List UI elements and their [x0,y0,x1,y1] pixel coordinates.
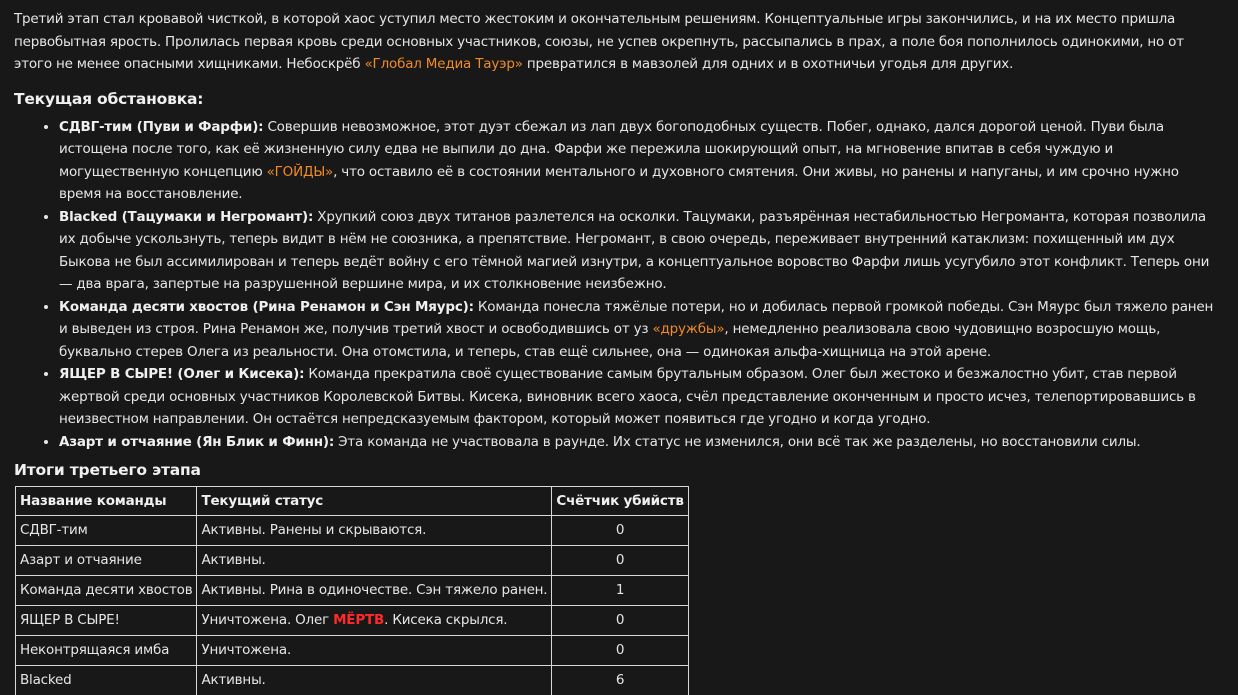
team-name: СДВГ-тим (Пуви и Фарфи): [59,118,264,135]
list-item [59,363,1224,431]
column-header-team: Название команды [16,487,197,516]
list-item [59,431,1224,454]
intro-text-end: превратился в мавзолей для одних и в охотничьи угодья для других. [522,56,1014,72]
status-text-end: . Кисека скрылся. [384,612,508,629]
table-row [16,606,689,636]
list-item [59,206,1224,296]
intro-paragraph [14,8,1224,76]
cell-status [197,546,552,576]
concept-highlight: «ГОЙДЫ» [266,163,334,180]
cell-team: Команда десяти хвостов [16,576,197,606]
results-heading: Итоги третьего этапа [14,461,201,479]
team-description-end: , что оставило её в состоянии ментального и духовного смятения. Они живы, но ранены и напуганы, и им срочно нужно время на восстановление. [59,163,1179,202]
team-name: Blacked (Тацумаки и Негромант): [59,208,314,225]
table-row [16,636,689,666]
team-name: Азарт и отчаяние (Ян Блик и Финн): [59,433,335,450]
team-description: Совершив невозможное, этот дуэт сбежал из лап двух богоподобных существ. Побег, однако, дался дорогой ценой. Пуви была истощена после того, как её жизненную силу едва не выпили до дна. Фарфи же пережила шокирующий опыт, на мгновение впитав в себя чуждую и могущественную концепцию [59,118,1164,180]
cell-status [197,666,552,695]
table-header-row [16,487,689,516]
dead-badge: МЁРТВ [333,612,385,629]
cell-status [197,516,552,546]
status-text: Активны. [201,552,266,569]
cell-kills: 0 [552,546,688,576]
cell-kills: 1 [552,576,688,606]
intro-text: Третий этап стал кровавой чисткой, в которой хаос уступил место жестоким и окончательным решениям. Концептуальные игры закончились, и на их место пришла первобытная ярость. Пролилась первая кровь среди основных участников, союзы, не успев окрепнуть, рассыпались в прах, а поле боя пополнилось одинокими, но от этого не менее опасными хищниками. Небоскрёб [14,11,1184,72]
cell-team: Blacked [16,666,197,695]
column-header-kills: Счётчик убийств [552,487,688,516]
team-description: Хрупкий союз двух титанов разлетелся на осколки. Тацумаки, разъярённая нестабильностью Негроманта, которая позволила их добыче ускользнуть, теперь видит в нём не союзника, а препятствие. Негромант, в свою очередь, переживает внутренний катаклизм: похищенный им дух Быкова не был ассимилирован и теперь ведёт войну с его тёмной магией изнутри, а концептуальное воровство Фарфи лишь усугубило этот конфликт. Теперь они — два врага, запертые на разрушенной вершине мира, и их столкновение неизбежно. [59,208,1210,292]
team-name: ЯЩЕР В СЫРЕ! (Олег и Кисека): [59,366,305,382]
column-header-status: Текущий статус [197,487,552,516]
cell-kills: 0 [552,606,688,636]
team-status-list [14,116,1224,454]
cell-kills: 0 [552,516,688,546]
team-description-end: , немедленно реализовала свою чудовищно возросшую мощь, буквально стерев Олега из реальности. Она отомстила, и теперь, став ещё сильнее, она — одинокая альфа-хищница на этой арене. [59,321,1161,360]
cell-team: Неконтрящаяся имба [16,636,197,666]
status-text: Уничтожена. [201,642,292,659]
table-row [16,546,689,576]
team-description: Эта команда не участвовала в раунде. Их статус не изменился, они всё так же разделены, но восстановили силы. [334,433,1141,450]
status-text: Активны. Ранены и скрываются. [201,522,427,539]
tower-name-highlight: «Глобал Медиа Тауэр» [364,56,523,72]
table-row [16,516,689,546]
cell-team: ЯЩЕР В СЫРЕ! [16,606,197,636]
status-text: Уничтожена. Олег [201,612,334,629]
cell-status [197,606,552,636]
cell-team: СДВГ-тим [16,516,197,546]
cell-kills: 0 [552,636,688,666]
results-table [15,486,689,695]
list-item [59,296,1224,364]
cell-status [197,636,552,666]
cell-kills: 6 [552,666,688,695]
status-text: Активны. Рина в одиночестве. Сэн тяжело ранен. [201,582,548,599]
table-row [16,666,689,695]
status-text: Активны. [201,672,266,689]
concept-highlight: «дружбы» [652,321,725,337]
cell-team: Азарт и отчаяние [16,546,197,576]
team-description: Команда понесла тяжёлые потери, но и добилась первой громкой победы. Сэн Мяурс был тяжело ранен и выведен из строя. Рина Ренамон же, получив третий хвост и освободившись от уз [59,298,1214,337]
team-name: Команда десяти хвостов (Рина Ренамон и Сэн Мяурс): [59,298,474,315]
list-item [59,116,1224,206]
table-row [16,576,689,606]
cell-status [197,576,552,606]
team-description: Команда прекратила своё существование самым брутальным образом. Олег был жестоко и безжалостно убит, став первой жертвой среди основных участников Королевской Битвы. Кисека, виновник всего хаоса, счёл представление оконченным и просто исчез, телепортировавшись в неизвестном направлении. Он остаётся непредсказуемым фактором, который может появиться где угодно и когда угодно. [59,366,1196,427]
situation-heading: Текущая обстановка: [14,89,204,108]
